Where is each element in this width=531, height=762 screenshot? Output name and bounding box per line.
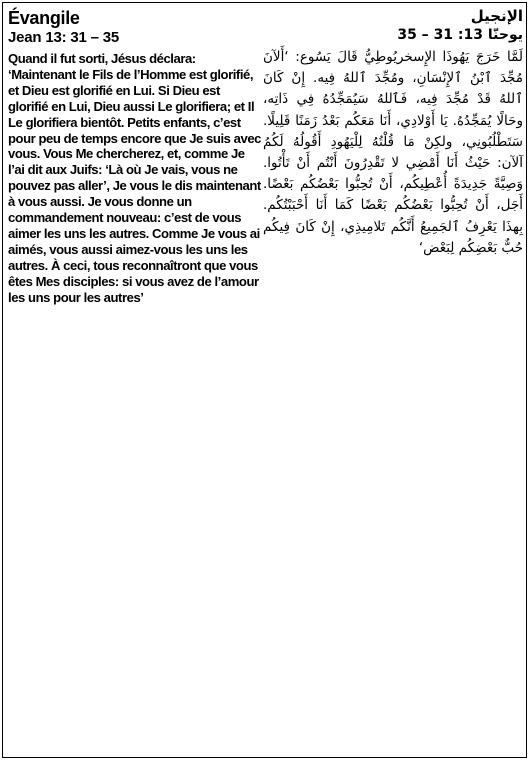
french-title: Évangile: [8, 8, 80, 28]
french-column: [8, 8, 263, 306]
arabic-reference: يوحنّا 13: 31 – 35: [397, 27, 523, 43]
arabic-gospel-text: لَمَّا خَرَجَ يَهُوذَا الإِسخريُوطِيُّ قَالَ يَسُوع: ‘أَلآنَ مُجِّدَ ٱبْنُ ٱلإِنْسَانِ، ومُجِّدَ ٱللهُ فِيه. إِنْ كَانَ ٱللهُ قَدْ مُجِّدَ فِيه، فَٱللهُ سَيُمَجِّدُهُ فِي ذَاتِه، وحَالًا يُمَجِّدُهُ. يَا أَوْلادِي، أَنَا مَعَكُم بَعْدُ زَمَنًا قَلِيلًا. سَتَطْلُبُونِي، ولكِنْ مَا قُلْتُهُ لِلْيَهُودِ أَقُولُهُ لَكُمُ آلآن: حَيْثُ أَنَا أَمْضِي لا تَقْدِرُونَ أَنْتُم أَنْ تَأْتُوا. وَصِيَّةً جَدِيدَةً أُعْطِيكُم، أَنْ تُحِبُّوا بَعْضُكُم بَعْضًا. أَجَل، أَنْ تُحِبُّوا بَعْضُكُم بَعْضًا كَمَا أَنَا أَحْبَبْتُكُم. بِهذَا يَعْرِفُ ٱلجَمِيعُ أَنَّكُم تَلامِيذِي، إِنْ كَانَ فِيكُم حُبٌّ بَعْضِكُم لِبَعْض‘: [263, 49, 523, 256]
french-reference: Jean 13: 31 – 35: [8, 29, 120, 46]
arabic-column: [263, 6, 523, 259]
french-gospel-text: Quand il fut sorti, Jésus déclara: ‘Maintenant le Fils de l’Homme est glorifié, et Dieu est glorifié en Lui. Si Dieu est glorifié en Lui, Dieu aussi Le glorifiera; et Il Le glorifiera bientôt. Petits enfants, c’est pour peu de temps encore que Je suis avec vous. Vous Me chercherez, et, comme Je l’ai dit aux Juifs: ‘Là où Je vais, vous ne pouvez pas aller’, Je vous le dis maintenant à vous aussi. Je vous donne un commandement nouveau: c’est de vous aimer les uns les autres. Comme Je vous ai aimés, vous aussi aimez-vous les uns les autres. À ceci, tous reconnaîtront que vous êtes Mes disciples: si vous avez de l’amour les uns pour les autres’: [8, 51, 261, 305]
arabic-title: الإنجيل: [470, 7, 523, 25]
